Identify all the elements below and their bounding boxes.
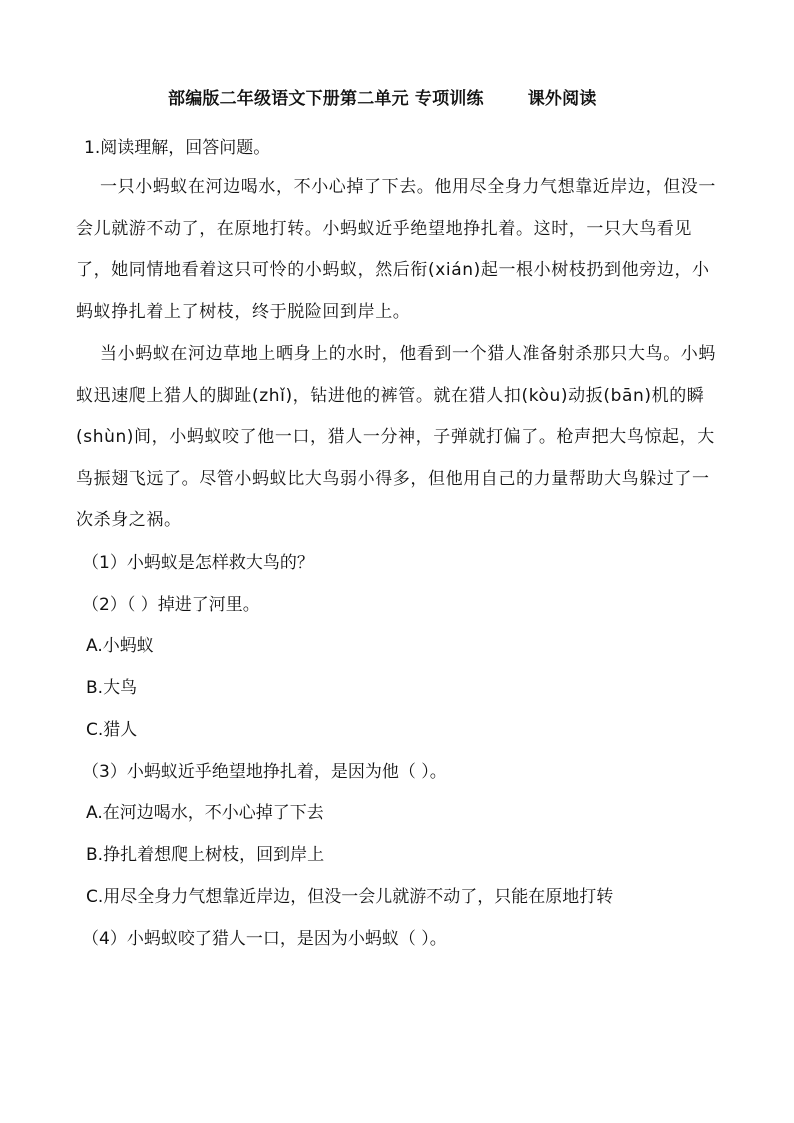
question-1: （1）小蚂蚁是怎样救大鸟的？ (82, 553, 314, 573)
passage-paragraph-2: 当小蚂蚁在河边草地上晒身上的水时，他看到一个猎人准备射杀那只大鸟。小蚂蚁迅速爬上猎人的脚趾(zhǐ)，钻进他的裤管。就在猎人扣(kòu)动扳(bān)机的瞬(shùn)间，小蚂蚁咬了他一口，猎人一分神，子弹就打偏了。枪声把大鸟惊起，大鸟振翅飞远了。尽管小蚂蚁比大鸟弱小得多，但他用自己的力量帮助大鸟躲过了一次杀身之祸。 (76, 344, 716, 530)
question-3-option-c: C.用尽全身力气想靠近岸边，但没一会儿就游不动了，只能在原地打转 (86, 887, 614, 907)
title-sub: 课外阅读 (527, 89, 597, 109)
section-heading: 1.阅读理解，回答问题。 (84, 138, 271, 158)
question-2-option-b: B.大鸟 (86, 678, 138, 698)
question-3: （3）小蚂蚁近乎绝望地挣扎着，是因为他（ ）。 (82, 762, 447, 782)
question-2-option-a: A.小蚂蚁 (86, 636, 154, 656)
passage-paragraph-1: 一只小蚂蚁在河边喝水，不小心掉了下去。他用尽全身力气想靠近岸边，但没一会儿就游不动了，在原地打转。小蚂蚁近乎绝望地挣扎着。这时，一只大鸟看见了，她同情地看着这只可怜的小蚂蚁，然后衔(xián)起一根小树枝扔到他旁边，小蚂蚁挣扎着上了树枝，终于脱险回到岸上。 (76, 177, 716, 322)
title-main: 部编版二年级语文下册第二单元 专项训练 (168, 89, 484, 109)
question-3-option-a: A.在河边喝水，不小心掉了下去 (86, 803, 324, 823)
question-4: （4）小蚂蚁咬了猎人一口，是因为小蚂蚁（ ）。 (82, 929, 447, 949)
page-title (168, 84, 597, 109)
question-2-option-c: C.猎人 (86, 720, 138, 740)
question-2: （2）（ ）掉进了河里。 (82, 595, 260, 615)
question-3-option-b: B.挣扎着想爬上树枝，回到岸上 (86, 845, 325, 865)
